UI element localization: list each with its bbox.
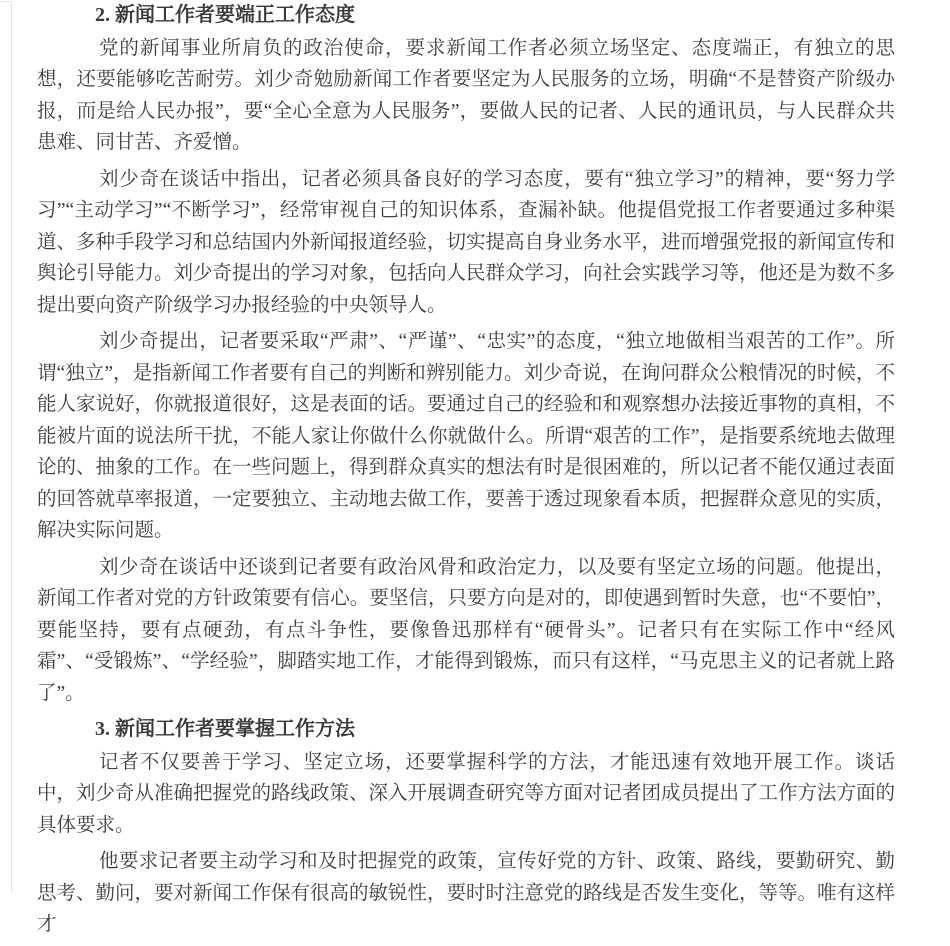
article-paragraph: 刘少奇在谈话中还谈到记者要有政治风骨和政治定力，以及要有坚定立场的问题。他提出，新闻工作者对党的方针政策要有信心。要坚信，只要方向是对的，即使遇到暂时失意，也“不要怕”，要能坚持，要有点硬劲，有点斗争性，要像鲁迅那样有“硬骨头”。记者只有在实际工作中“经风霜”、“受锻炼”、“学经验”，脚踏实地工作，才能得到锻炼，而只有这样，“马克思主义的记者就上路了”。 — [37, 556, 895, 704]
article-paragraph: 刘少奇在谈话中指出，记者必须具备良好的学习态度，要有“独立学习”的精神，要“努力学习”“主动学习”“不断学习”，经常审视自己的知识体系，查漏补缺。他提倡党报工作者要通过多种渠道、多种手段学习和总结国内外新闻报道经验，切实提高自身业务水平，进而增强党报的新闻宣传和舆论引导能力。刘少奇提出的学习对象，包括向人民群众学习，向社会实践学习等，他还是为数不多提出要向资产阶级学习办报经验的中央领导人。 — [37, 168, 896, 316]
section-heading-work-attitude: 2. 新闻工作者要端正工作态度 — [95, 4, 355, 26]
table-border-vertical — [11, 1, 12, 893]
article-content — [37, 0, 895, 946]
section-heading-work-method: 3. 新闻工作者要掌握工作方法 — [95, 718, 355, 740]
article-paragraph: 党的新闻事业所肩负的政治使命，要求新闻工作者必须立场坚定、态度端正，有独立的思想，还要能够吃苦耐劳。刘少奇勉励新闻工作者要坚定为人民服务的立场，明确“不是替资产阶级办报，而是给人民办报”，要“全心全意为人民服务”，要做人民的记者、人民的通讯员，与人民群众共患难、同甘苦、齐爱憎。 — [37, 37, 895, 153]
article-paragraph: 刘少奇提出，记者要采取“严肃”、“严谨”、“忠实”的态度，“独立地做相当艰苦的工作”。所谓“独立”，是指新闻工作者要有自己的判断和辨别能力。刘少奇说，在询问群众公粮情况的时候，不能人家说好，你就报道很好，这是表面的话。要通过自己的经验和和观察想办法接近事物的真相，不能被片面的说法所干扰，不能人家让你做什么你就做什么。所谓“艰苦的工作”，是指要系统地去做理论的、抽象的工作。在一些问题上，得到群众真实的想法有时是很困难的，所以记者不能仅通过表面的回答就草率报道，一定要独立、主动地去做工作，要善于透过现象看本质，把握群众意见的实质，解决实际问题。 — [37, 331, 896, 541]
article-paragraph: 他要求记者要主动学习和及时把握党的政策，宣传好党的方针、政策、路线，要勤研究、勤思考、勤问，要对新闻工作保有很高的敏锐性，要时时注意党的路线是否发生变化，等等。唯有这样才 — [37, 851, 896, 935]
article-paragraph: 记者不仅要善于学习、坚定立场，还要掌握科学的方法，才能迅速有效地开展工作。谈话中，刘少奇从准确把握党的路线政策、深入开展调查研究等方面对记者团成员提出了工作方法方面的具体要求。 — [37, 751, 896, 836]
